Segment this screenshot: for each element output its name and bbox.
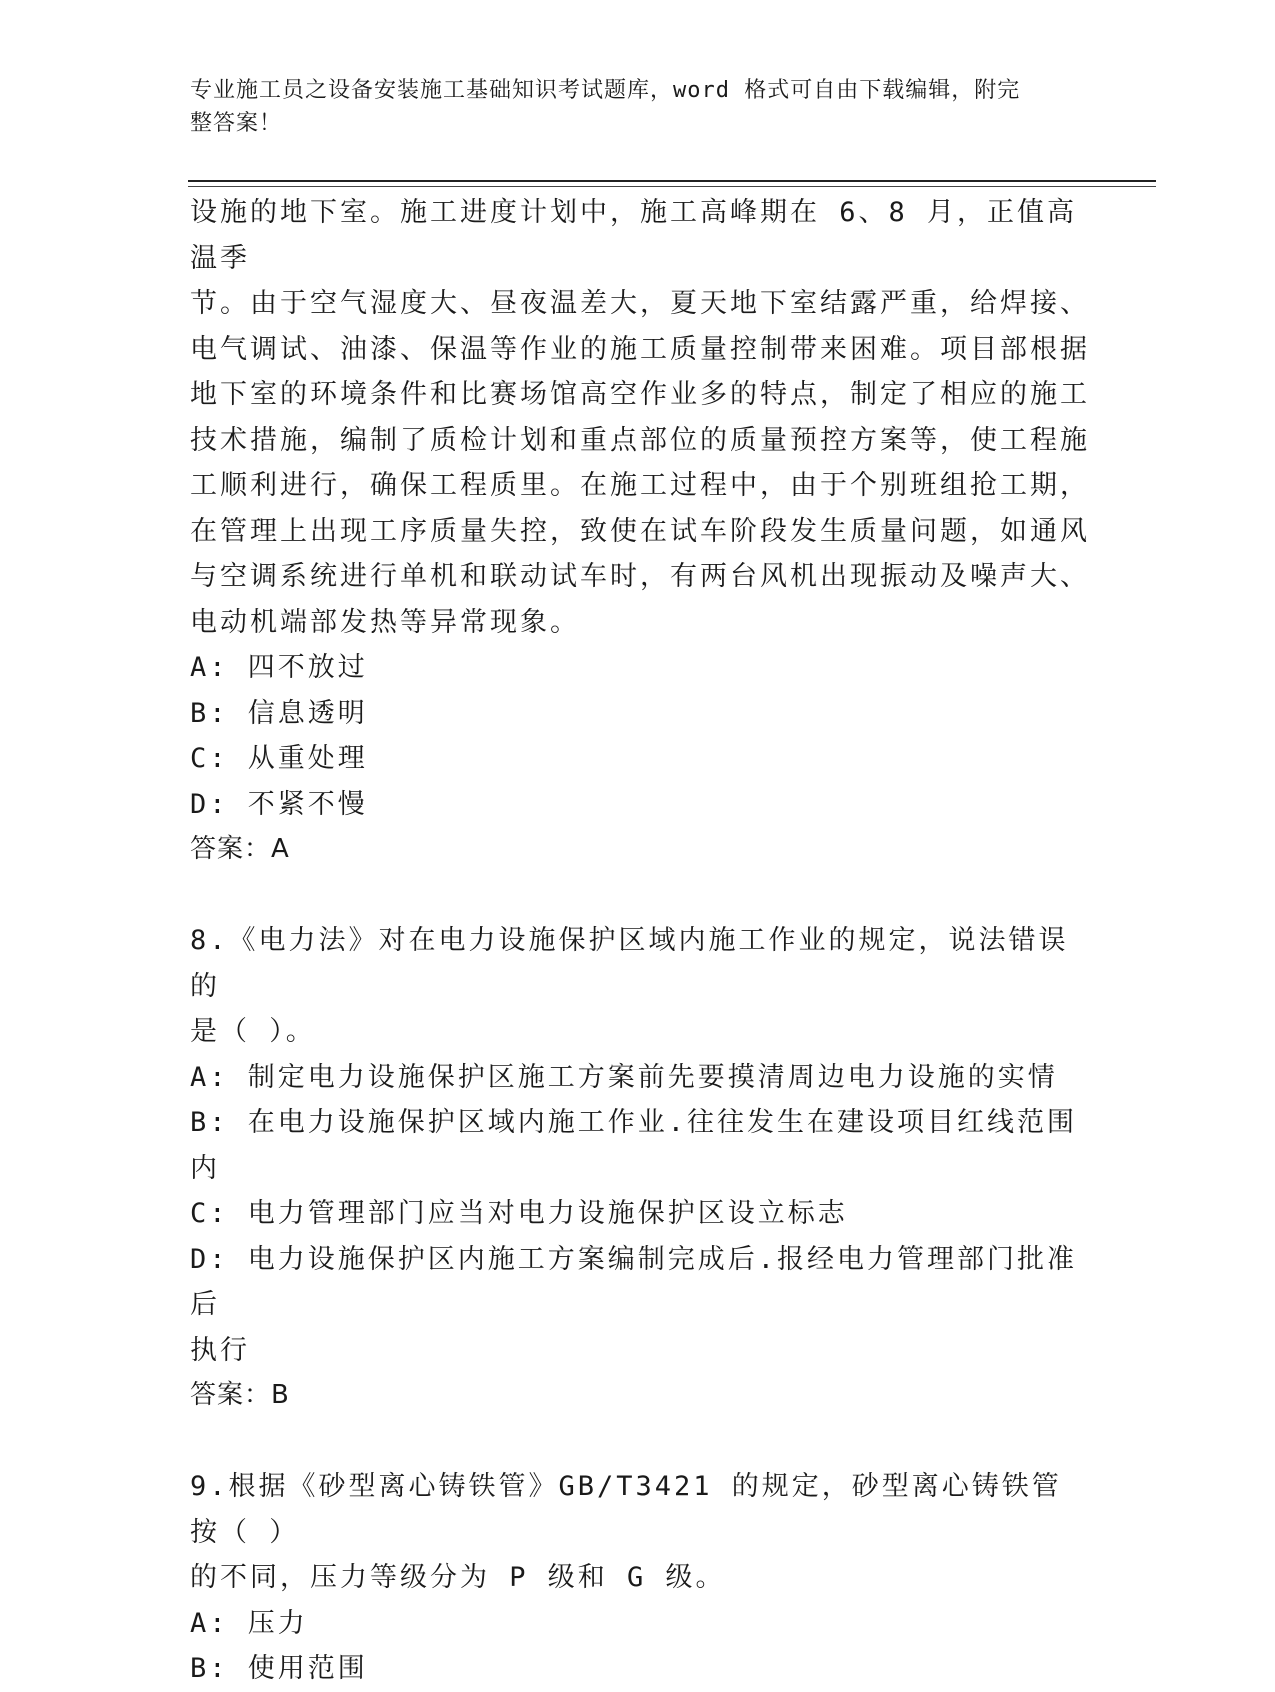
question-stem-line: 8.《电力法》对在电力设施保护区域内施工作业的规定，说法错误的 <box>190 925 1069 1002</box>
header-rule-thick <box>188 180 1156 182</box>
document-header <box>190 74 1070 140</box>
option-b: B: 在电力设施保护区域内施工作业.往往发生在建设项目红线范围内 <box>190 1107 1078 1184</box>
option-b: B: 信息透明 <box>190 697 368 729</box>
question-stem-line: 与空调系统进行单机和联动试车时，有两台风机出现振动及噪声大、 <box>190 561 1090 592</box>
question-stem-line: 技术措施，编制了质检计划和重点部位的质量预控方案等，使工程施 <box>190 424 1090 456</box>
spacer <box>190 1419 1090 1465</box>
option-d: D: 不紧不慢 <box>190 788 368 820</box>
question-stem-line: 工顺利进行，确保工程质里。在施工过程中，由于个别班组抢工期， <box>190 470 1090 501</box>
question-stem-line: 地下室的环境条件和比赛场馆高空作业多的特点，制定了相应的施工 <box>190 379 1090 410</box>
question-stem-line: 是（ ）。 <box>190 1016 316 1047</box>
answer-line: 答案：A <box>190 834 290 864</box>
header-line-1: 专业施工员之设备安装施工基础知识考试题库，word 格式可自由下载编辑，附完 <box>190 78 1021 103</box>
option-d: D: 电力设施保护区内施工方案编制完成后.报经电力管理部门批准后 <box>190 1243 1078 1320</box>
header-line-2: 整答案！ <box>190 111 283 136</box>
question-9 <box>190 1464 1090 1692</box>
option-d-continued: 执行 <box>190 1334 250 1366</box>
option-c: C: 从重处理 <box>190 743 368 774</box>
option-b: B: 使用范围 <box>190 1653 368 1684</box>
question-stem-line: 在管理上出现工序质量失控，致使在试车阶段发生质量问题，如通风 <box>190 515 1090 547</box>
document-body <box>190 190 1090 1692</box>
question-stem-line: 9.根据《砂型离心铸铁管》GB/T3421 的规定，砂型离心铸铁管按（ ） <box>190 1471 1062 1548</box>
option-a: A: 四不放过 <box>190 652 368 683</box>
question-stem-line: 电动机端部发热等异常现象。 <box>190 606 580 638</box>
question-8 <box>190 918 1090 1419</box>
spacer <box>190 873 1090 919</box>
question-stem-line: 电气调试、油漆、保温等作业的施工质量控制带来困难。项目部根据 <box>190 333 1090 365</box>
option-a: A: 制定电力设施保护区施工方案前先要摸清周边电力设施的实情 <box>190 1061 1058 1093</box>
header-rule-thin <box>188 186 1156 187</box>
question-7 <box>190 190 1090 873</box>
question-stem-line: 的不同，压力等级分为 P 级和 G 级。 <box>190 1562 726 1593</box>
option-c: C: 电力管理部门应当对电力设施保护区设立标志 <box>190 1198 848 1229</box>
answer-line: 答案：B <box>190 1380 290 1410</box>
option-a: A: 压力 <box>190 1607 308 1639</box>
question-stem-line: 节。由于空气湿度大、昼夜温差大，夏天地下室结露严重，给焊接、 <box>190 288 1090 319</box>
question-stem-line: 设施的地下室。施工进度计划中，施工高峰期在 6、8 月，正值高温季 <box>190 197 1078 274</box>
